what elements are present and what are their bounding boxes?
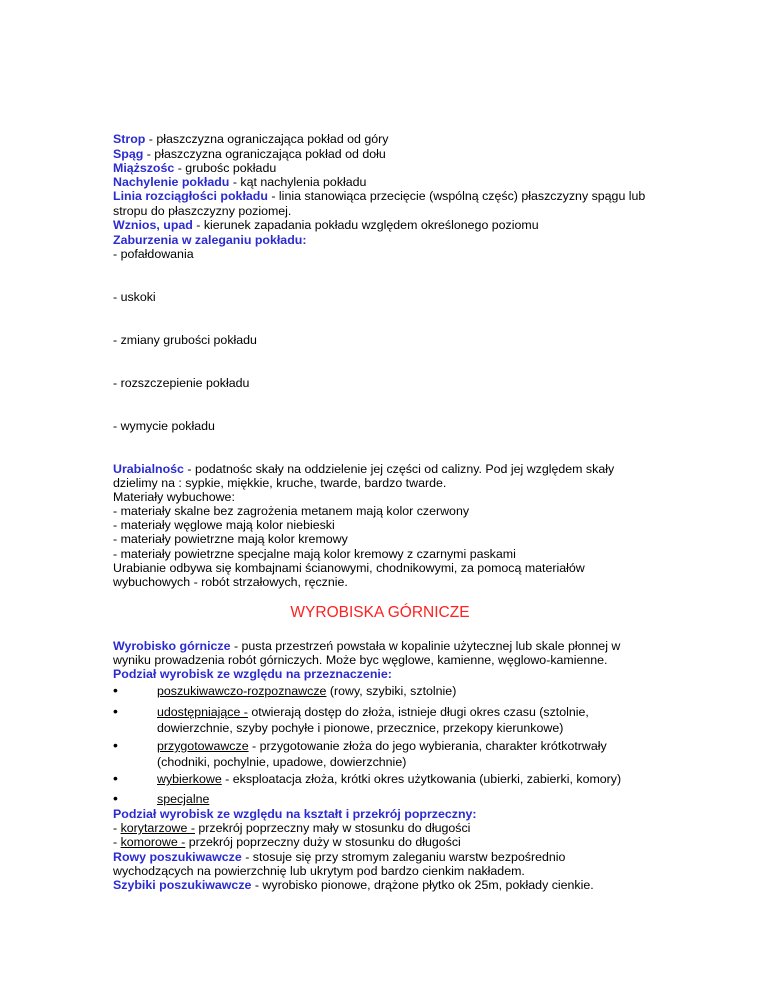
- list-item-prefix: -: [113, 821, 121, 835]
- term: Strop: [113, 132, 146, 146]
- def-text: - stosuje się przy stromym zaleganiu warstw bezpośrednio: [241, 850, 566, 864]
- def-text: - grubośc pokładu: [174, 161, 277, 175]
- term: Wznios, upad: [113, 218, 193, 232]
- list-item-text: (rowy, szybiki, sztolnie): [326, 684, 457, 698]
- list-item: [113, 835, 461, 849]
- list-item-text: przekrój poprzeczny mały w stosunku do długości: [194, 821, 471, 835]
- list-item-text: przekrój poprzeczny duży w stosunku do długości: [185, 835, 461, 849]
- urabialnosc-line: dzielimy na : sypkie, miękkie, kruche, twarde, bardzo twarde.: [113, 476, 447, 490]
- def-text: - podatnośc skały na oddzielenie jej części od calizny. Pod jej względem skały: [183, 462, 615, 476]
- section-heading: WYROBISKA GÓRNICZE: [290, 604, 470, 621]
- list-item-cont: (chodniki, pochylnie, upadowe, dowierzchnie): [157, 755, 407, 769]
- urabialnosc-line: Materiały wybuchowe:: [113, 490, 235, 504]
- term: Szybiki poszukiwawcze: [113, 878, 252, 892]
- def-text: - płaszczyzna ograniczająca pokład od góry: [145, 132, 389, 146]
- def-miazszosc: [113, 161, 276, 175]
- list-item: [157, 684, 456, 698]
- term: Linia rozciągłości pokładu: [113, 189, 268, 203]
- zaburzenia-item: - pofałdowania: [113, 247, 194, 261]
- szybiki-line: [113, 878, 594, 892]
- def-linia: [113, 189, 645, 203]
- urabialnosc-line: [113, 462, 614, 476]
- urabialnosc-line: Urabianie odbywa się kombajnami ścianowymi, chodnikowymi, za pomocą materiałów: [113, 561, 585, 575]
- list-item-term: komorowe -: [120, 835, 186, 849]
- wyrobisko-line: [113, 639, 620, 653]
- list-item-text: - przygotowanie złoża do jego wybierania, charakter krótkotrwały: [248, 739, 607, 753]
- podzial2-title: Podział wyrobisk ze względu na kształt i przekrój poprzeczny:: [113, 807, 477, 821]
- list-item-term: przygotowawcze: [157, 739, 249, 753]
- term: Miąższośc: [113, 161, 175, 175]
- def-text: - kierunek zapadania pokładu względem określonego poziomu: [192, 218, 539, 232]
- term: Wyrobisko górnicze: [113, 639, 231, 653]
- term: Spąg: [113, 147, 144, 161]
- bullet-dot: •: [113, 737, 118, 753]
- urabialnosc-line: - materiały skalne bez zagrożenia metanem mają kolor czerwony: [113, 504, 470, 518]
- term: Nachylenie pokładu: [113, 175, 230, 189]
- term: Urabialnośc: [113, 462, 184, 476]
- rowy-line: [113, 850, 565, 864]
- def-linia-cont: stropu do płaszczyzny poziomej.: [113, 204, 292, 218]
- wyrobisko-line: wyniku prowadzenia robót górniczych. Może byc węglowe, kamienne, węglowo-kamienne.: [113, 653, 608, 667]
- list-item-text: - eksploatacja złoża, krótki okres użytkowania (ubierki, zabierki, komory): [221, 772, 622, 786]
- urabialnosc-line: - materiały węglowe mają kolor niebieski: [113, 518, 335, 532]
- term: Rowy poszukiwawcze: [113, 850, 242, 864]
- list-item-term: poszukiwawczo-rozpoznawcze: [157, 684, 327, 698]
- bullet-dot: •: [113, 770, 118, 786]
- list-item-prefix: -: [113, 835, 121, 849]
- list-item-cont: dowierzchnie, szyby pochyłe i pionowe, przecznice, przekopy kierunkowe): [157, 721, 564, 735]
- list-item: [113, 821, 470, 835]
- urabialnosc-line: - materiały powietrzne mają kolor kremowy: [113, 532, 348, 546]
- rowy-line: wychodzących na powierzchnię lub ukrytym pod bardzo cienkim nakładem.: [113, 864, 525, 878]
- def-text: - płaszczyzna ograniczająca pokład od dołu: [143, 147, 386, 161]
- urabialnosc-line: wybuchowych - robót strzałowych, ręcznie.: [113, 575, 348, 589]
- list-item-term: korytarzowe -: [120, 821, 195, 835]
- list-item: [157, 705, 589, 719]
- def-strop: [113, 132, 388, 146]
- list-item-text: otwierają dostęp do złoża, istnieje długi okres czasu (sztolnie,: [247, 705, 589, 719]
- bullet-dot: •: [113, 682, 118, 698]
- zaburzenia-item: - zmiany grubości pokładu: [113, 333, 257, 347]
- urabialnosc-line: - materiały powietrzne specjalne mają kolor kremowy z czarnymi paskami: [113, 547, 516, 561]
- def-text: - wyrobisko pionowe, drążone płytko ok 25m, pokłady cienkie.: [251, 878, 594, 892]
- def-text: - pusta przestrzeń powstała w kopalinie użytecznej lub skale płonnej w: [230, 639, 621, 653]
- list-item-term: specjalne: [157, 792, 210, 806]
- zaburzenia-item: - wymycie pokładu: [113, 419, 215, 433]
- list-item-term: udostępniające -: [157, 705, 248, 719]
- bullet-dot: •: [113, 703, 118, 719]
- podzial1-title: Podział wyrobisk ze względu na przeznaczenie:: [113, 667, 392, 681]
- def-wznios: [113, 218, 539, 232]
- def-nachylenie: [113, 175, 366, 189]
- zaburzenia-item: - uskoki: [113, 290, 156, 304]
- def-text: - linia stanowiąca przecięcie (wspólną częśc) płaszczyzny spągu lub: [267, 189, 646, 203]
- list-item-term: wybierkowe: [157, 772, 222, 786]
- zaburzenia-title: Zaburzenia w zaleganiu pokładu:: [113, 233, 307, 247]
- zaburzenia-item: - rozszczepienie pokładu: [113, 376, 250, 390]
- def-text: - kąt nachylenia pokładu: [229, 175, 367, 189]
- def-spag: [113, 147, 386, 161]
- list-item: [157, 772, 621, 786]
- list-item: [157, 739, 607, 753]
- list-item: [157, 792, 209, 806]
- bullet-dot: •: [113, 790, 118, 806]
